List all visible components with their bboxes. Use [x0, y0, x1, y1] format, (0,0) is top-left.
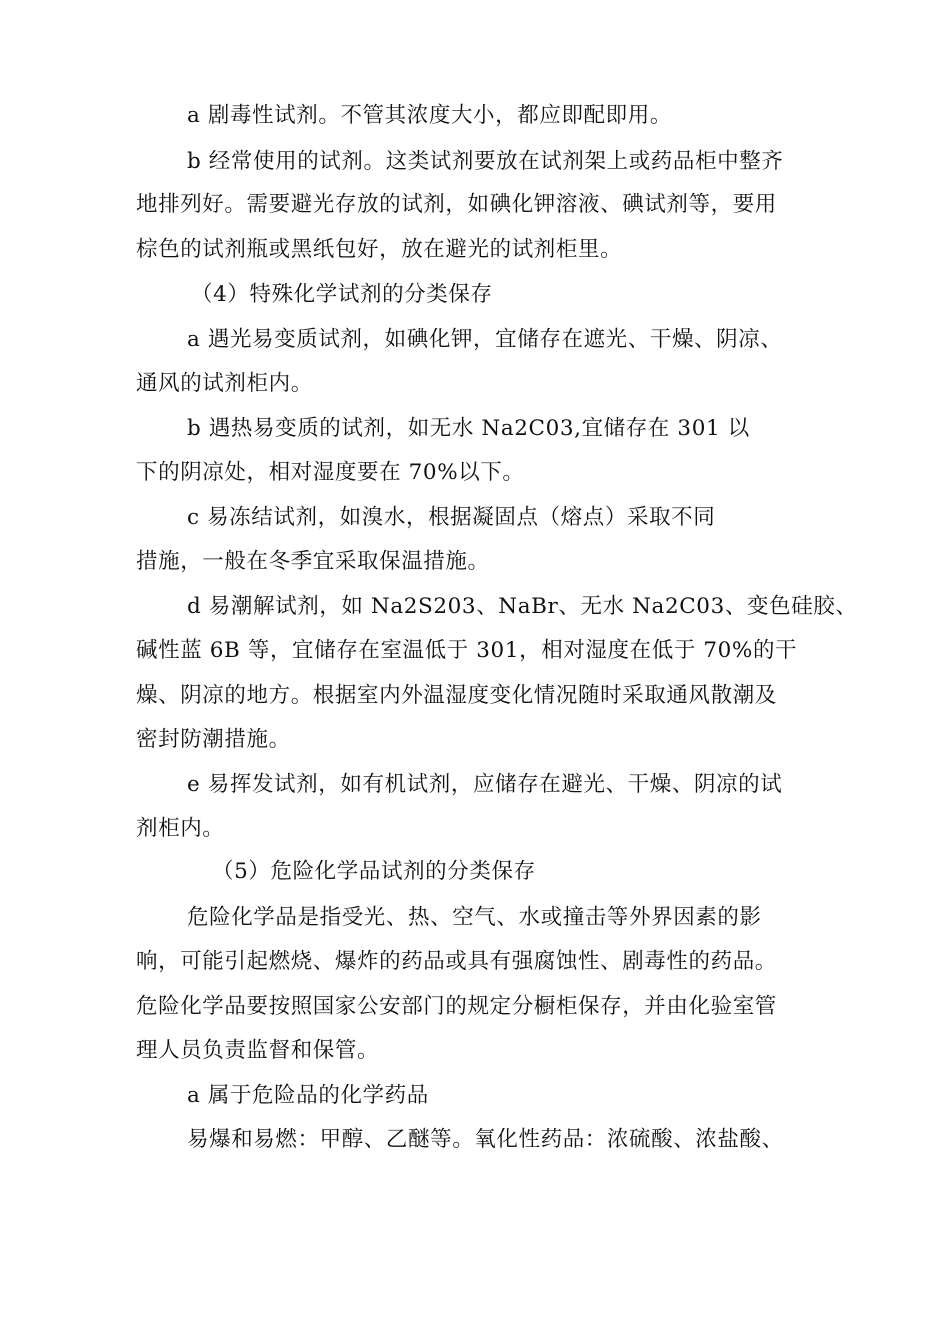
text-line-10: c 易冻结试剂，如溴水，根据凝固点（熔点）采取不同 — [187, 505, 716, 530]
text-line-9: 下的阴凉处，相对湿度要在 70%以下。 — [136, 460, 525, 485]
text-line-12: d 易潮解试剂，如 Na2S203、NaBr、无水 Na2C03、变色硅胶、 — [187, 594, 858, 619]
text-line-15: 密封防潮措施。 — [136, 727, 291, 752]
text-line-1: a 剧毒性试剂。不管其浓度大小，都应即配即用。 — [187, 103, 672, 128]
text-line-24: 易爆和易燃：甲醇、乙醚等。氧化性药品：浓硫酸、浓盐酸、 — [187, 1127, 784, 1152]
text-line-13: 碱性蓝 6B 等，宜储存在室温低于 301，相对湿度在低于 70%的干 — [136, 638, 798, 663]
section-heading-5: （5）危险化学品试剂的分类保存 — [212, 859, 536, 884]
text-line-11: 措施，一般在冬季宜采取保温措施。 — [136, 549, 490, 574]
text-line-7: 通风的试剂柜内。 — [136, 371, 313, 396]
text-line-4: 棕色的试剂瓶或黑纸包好，放在避光的试剂柜里。 — [136, 237, 623, 262]
text-line-20: 响，可能引起燃烧、爆炸的药品或具有强腐蚀性、剧毒性的药品。 — [136, 949, 777, 974]
text-line-3: 地排列好。需要避光存放的试剂，如碘化钾溶液、碘试剂等，要用 — [136, 192, 777, 217]
text-line-14: 燥、阴凉的地方。根据室内外温湿度变化情况随时采取通风散潮及 — [136, 683, 777, 708]
text-line-22: 理人员负责监督和保管。 — [136, 1038, 380, 1063]
text-line-19: 危险化学品是指受光、热、空气、水或撞击等外界因素的影 — [187, 905, 762, 930]
text-line-21: 危险化学品要按照国家公安部门的规定分橱柜保存，并由化验室管 — [136, 994, 777, 1019]
text-line-6: a 遇光易变质试剂，如碘化钾，宜储存在遮光、干燥、阴凉、 — [187, 327, 783, 352]
text-line-2: b 经常使用的试剂。这类试剂要放在试剂架上或药品柜中整齐 — [187, 149, 784, 174]
text-line-16: e 易挥发试剂，如有机试剂，应储存在避光、干燥、阴凉的试 — [187, 772, 783, 797]
text-line-8: b 遇热易变质的试剂，如无水 Na2C03,宜储存在 301 以 — [187, 416, 750, 441]
text-line-17: 剂柜内。 — [136, 816, 225, 841]
text-line-23: a 属于危险品的化学药品 — [187, 1083, 429, 1108]
section-heading-4: （4）特殊化学试剂的分类保存 — [191, 282, 493, 307]
